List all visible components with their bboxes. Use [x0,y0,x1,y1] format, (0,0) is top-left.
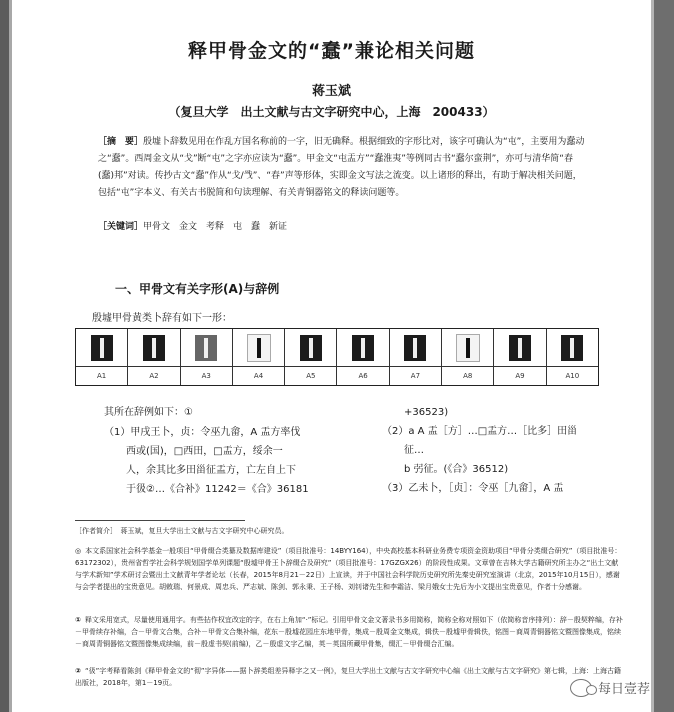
keywords-text: 甲骨文 金文 考释 屯 蠢 新证 [143,222,288,232]
oracle-glyph-image [91,335,113,361]
footnote-2 [75,665,625,689]
glyph-cell [442,329,494,366]
oracle-glyph-image [195,335,217,361]
glyph-label: A2 [149,372,159,380]
scan-edge-right [654,0,674,712]
footnote-1 [75,614,625,650]
footnote-marker: ① [75,616,81,624]
glyph-label: A1 [97,372,107,380]
paper-page [12,0,651,712]
footnote-text: “彶”字考释看陈剑《释甲骨金文的“彻”字异体——据卜辞类组差异释字之又一例》，复旦大学出土文献与古文字研究中心编《出土文献与古文字研究》第七辑，上海：上海古籍出版社，2018年，第1－19页。 [75,667,621,687]
glyph-label: A8 [463,372,473,380]
glyph-image-row [76,329,598,367]
keywords-label: ［关键词］ [98,222,144,232]
glyph-label: A3 [201,372,211,380]
abstract-text: 殷墟卜辞数见用在作乱方国名称前的一字，旧无确释。根据细致的字形比对，该字可确认为“屯”，主要用为蠢动之“蠢”。西周金文从“戈”断“屯”之字亦应读为“蠢”。甲金文“屯盂方”“蠢淮夷”等例同古书“蠢尔蛮荆”，亦可与清华简“春(蠢)邦”对读。传抄古文“蠢”作从“戈/㦰”、“春”声等形体，实即金文写法之流变。以上诸形的释出，有助于解决相关问题，包括“屯”字本义、有关古书脱简和句读理解、有关青铜器铭文的释读问题等。 [98,137,585,198]
footnote-text: 释文采用宽式，尽量使用通用字。有些拈作权宜改定的字，在右上角加“·”标记。引用甲骨文金文著录书多用简称，简称全称对照如下（依简称音序排列）：辞－殷契粹编，存补－甲骨续存补编，合－甲骨文合集，合补－甲骨文合集补编，花东－殷墟花园庄东地甲骨，集成－殷周金文集成，辑佚－殷墟甲骨辑佚，铭图－商周青铜器铭文暨图像集成，铭续－商周青铜器铭文暨图像集成续编，前－殷虚书契(前编)，乙－殷虚文字乙编，英－英国所藏甲骨集，缀汇－甲骨缀合汇编。 [75,616,623,648]
oracle-glyph-image [561,335,583,361]
glyph-cell [233,329,285,366]
example-line: b 弜征。(《合》36512) [404,464,509,475]
paper-title: 释甲骨金文的“蠢”兼论相关问题 [188,40,475,62]
glyph-label: A6 [358,372,368,380]
example-line: （3）乙未卜，［贞］：令巫［九畲］，A 盂 [382,483,564,494]
footnote-author: ［作者简介］ 蒋玉斌，复旦大学出土文献与古文字研究中心研究员。 [75,527,289,535]
glyph-table [75,328,599,386]
glyph-label: A4 [253,372,264,380]
example-line: +36523) [404,407,449,418]
glyph-cell [76,329,128,366]
footnote-text: 本文系国家社会科学基金一般项目“甲骨缀合类纂及数据库建设”（项目批准号：14BYY164），中央高校基本科研业务费专项资金资助项目“甲骨分类缀合研究”（项目批准号：63172302），贵州省哲学社会科学规划国学单列课题“殷墟甲骨王卜辞缀合及研究”（项目批准号：17GZGX26）的阶段性成果。文章曾在吉林大学古籍研究所主办之“出土文献与学术新知”学术研讨会暨出土文献青年学者论坛（长春，2015年8月21－22日）上宣读，并于中国社会科学院历史研究所先秦史研究室演讲（北京，2015年10月15日），感谢与会学者提出的宝贵意见。胡敕瑞、何景成、周忠兵、严志斌、陈剑、郭永秉、王子杨、刘钊诸先生和李霜洁、梁月娥女士先后为小文提出宝贵意见，作者十分感谢。 [75,547,622,591]
footnote-marker: ◎ [75,547,82,555]
section-heading: 一、甲骨文有关字形(A)与辞例 [115,282,280,296]
glyph-label: A5 [306,372,316,380]
section-intro: 殷墟甲骨黄类卜辞有如下一形： [92,313,232,324]
author-affiliation: （复旦大学 出土文献与古文字研究中心，上海 200433） [168,105,495,119]
oracle-glyph-image [404,335,426,361]
glyph-cell [285,329,337,366]
glyph-label: A10 [565,372,580,380]
watermark-text: 每日壹荐 [597,682,650,697]
abstract [98,134,586,202]
footnote-rule [75,520,245,521]
wechat-icon [570,679,592,697]
examples-left-column [104,423,344,499]
keywords [98,219,586,232]
scan-edge-right-inner [651,0,654,712]
glyph-cell [390,329,442,366]
examples-heading: 其所在辞例如下：① [104,407,193,418]
oracle-glyph-image [509,335,531,361]
glyph-label: A9 [515,372,525,380]
example-line: 于彶②…《合补》11242＝《合》36181 [126,484,309,495]
oracle-glyph-image [300,335,322,361]
glyph-cell [337,329,389,366]
author-name: 蒋玉斌 [311,84,351,99]
example-line: 征… [404,445,424,456]
footnote-marker: ② [75,667,81,675]
abstract-label: ［摘 要］ [98,137,144,147]
example-line: 西或(国)，□西田，□盂方，绥余一 [126,446,283,457]
glyph-label-row [76,367,598,385]
oracle-glyph-image [247,334,271,362]
example-line: 人，余其比多田甾征盂方，亡左自上下 [126,465,296,476]
glyph-label: A7 [410,372,421,380]
glyph-cell [181,329,233,366]
oracle-glyph-image [456,334,480,362]
example-line: （2）a A 盂［方］…□盂方…［比多］田甾 [382,426,578,437]
oracle-glyph-image [143,335,165,361]
glyph-cell [128,329,180,366]
footnote-funding [75,545,625,593]
glyph-cell [547,329,598,366]
oracle-glyph-image [352,335,374,361]
glyph-cell [494,329,546,366]
example-line: （1）甲戌王卜，贞：令巫九畲，A 盂方率伐 [104,427,301,438]
scan-edge-left [0,0,9,712]
watermark [570,678,650,697]
examples-right-column [382,403,602,498]
